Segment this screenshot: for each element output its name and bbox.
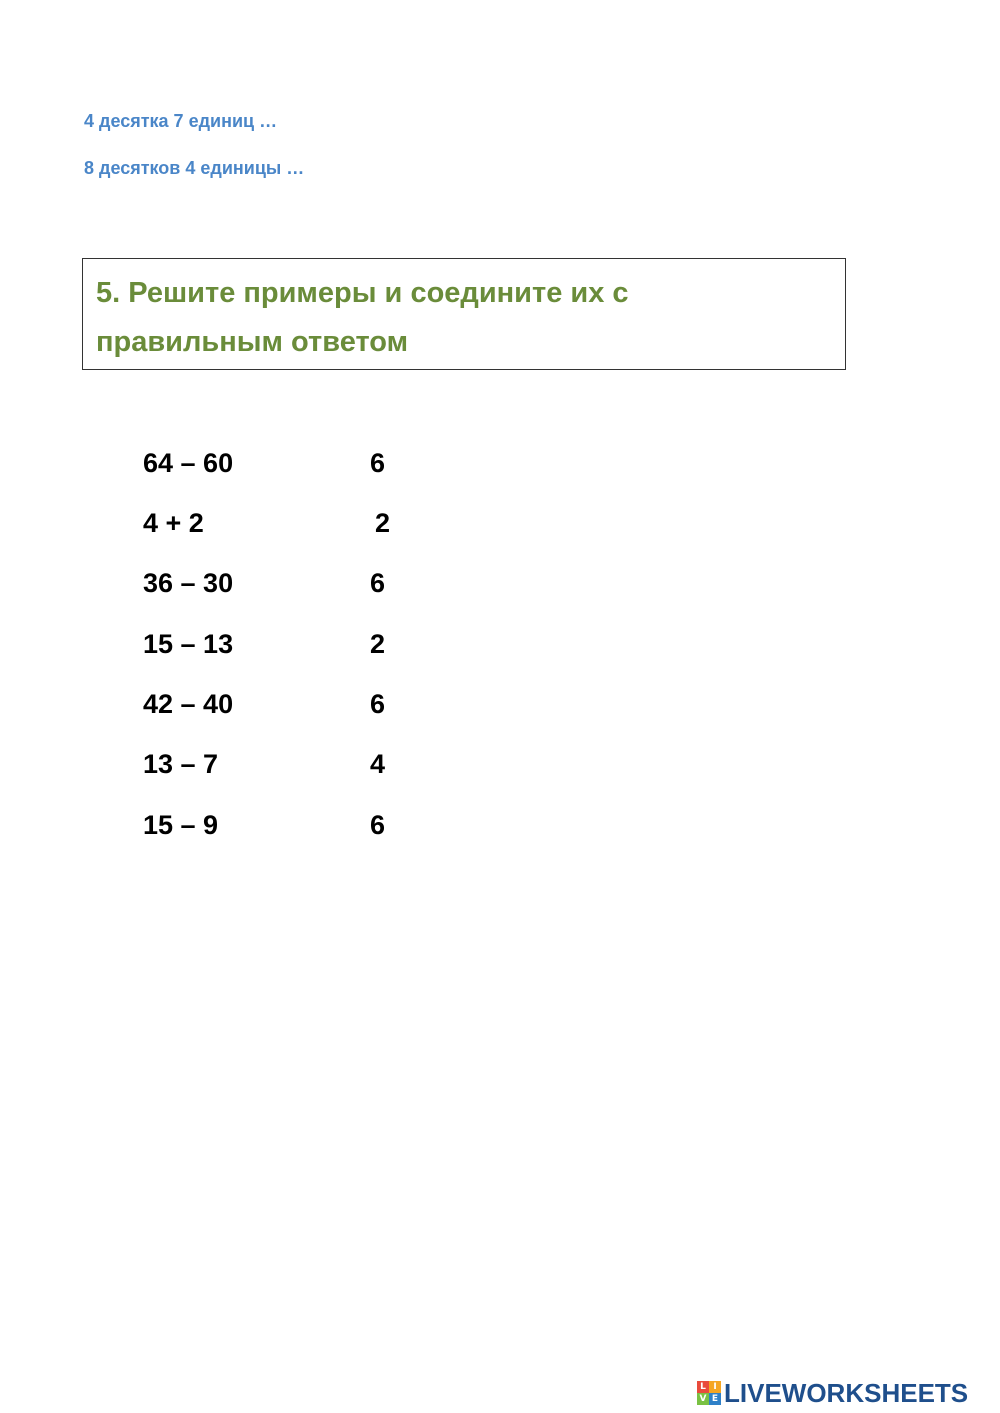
example-answer[interactable]: 6 — [370, 448, 386, 478]
logo-letter: E — [709, 1393, 721, 1405]
example-answer[interactable]: 6 — [370, 810, 386, 840]
example-row — [0, 448, 600, 484]
liveworksheets-logo-text: LIVEWORKSHEETS — [724, 1377, 969, 1408]
example-expression: 15 – 9 — [143, 810, 219, 840]
example-expression: 4 + 2 — [143, 508, 204, 538]
task-heading-box — [82, 258, 846, 370]
logo-letter: I — [709, 1381, 721, 1393]
example-answer[interactable]: 4 — [370, 749, 386, 779]
liveworksheets-logo-icon — [697, 1381, 721, 1405]
example-row — [0, 508, 600, 544]
example-expression: 15 – 13 — [143, 629, 234, 659]
example-row — [0, 810, 600, 846]
example-expression: 13 – 7 — [143, 749, 219, 779]
example-answer[interactable]: 6 — [370, 689, 386, 719]
example-row — [0, 629, 600, 665]
example-row — [0, 749, 600, 785]
liveworksheets-logo — [697, 1376, 968, 1410]
task-title: 5. Решите примеры и соедините их с правильным ответом — [96, 277, 629, 358]
example-row — [0, 689, 600, 725]
prompt-line-1: 4 десятка 7 единиц … — [84, 111, 278, 131]
example-expression: 42 – 40 — [143, 689, 234, 719]
logo-letter: V — [697, 1393, 709, 1405]
example-expression: 36 – 30 — [143, 568, 234, 598]
prompt-line-2: 8 десятков 4 единицы … — [84, 158, 305, 178]
example-row — [0, 568, 600, 604]
example-answer[interactable]: 2 — [370, 629, 386, 659]
example-answer[interactable]: 2 — [375, 508, 391, 538]
example-expression: 64 – 60 — [143, 448, 234, 478]
example-answer[interactable]: 6 — [370, 568, 386, 598]
logo-letter: L — [697, 1381, 709, 1393]
